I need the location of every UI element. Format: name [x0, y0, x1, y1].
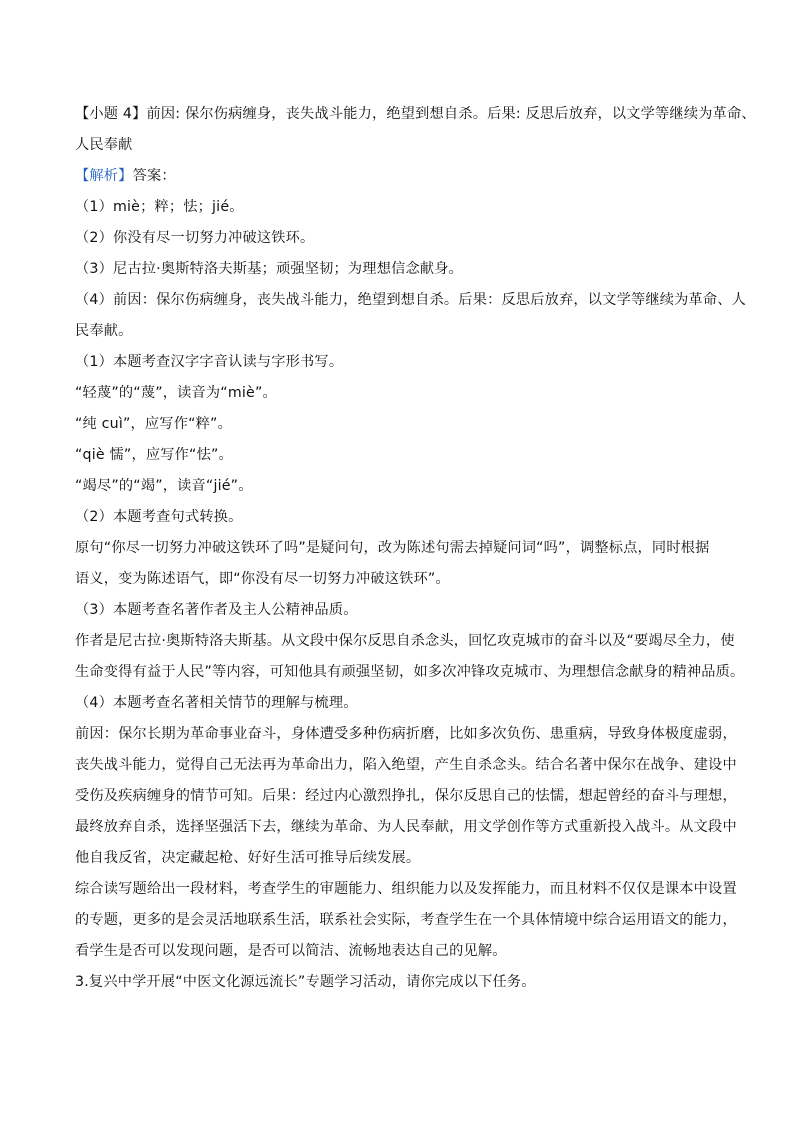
answer-3-line: （3）尼古拉·奥斯特洛夫斯基；顽强坚韧；为理想信念献身。 [75, 261, 464, 277]
summary-line-2: 的专题，更多的是会灵活地联系生活，联系社会实际，考查学生在一个具体情境中综合运用语文的能力， [75, 912, 737, 928]
analysis-4-body-line-2: 丧失战斗能力，觉得自己无法再为革命出力，陷入绝望，产生自杀念头。结合名著中保尔在战争、建设中 [75, 757, 737, 773]
analysis-1-item-3: “qiè 懦”，应写作“怯”。 [75, 447, 233, 463]
analysis-3-body-line-1: 作者是尼古拉·奥斯特洛夫斯基。从文段中保尔反思自杀念头，回忆攻克城市的奋斗以及“要竭尽全力，使 [75, 633, 735, 649]
answer-4-line-part1: （4）前因：保尔伤病缠身，丧失战斗能力，绝望到想自杀。后果：反思后放弃，以文学等继续为革命、人 [75, 292, 747, 308]
question-3-heading: 3.复兴中学开展“中医文化源远流长”专题学习活动，请你完成以下任务。 [75, 974, 536, 990]
analysis-4-body-line-1: 前因：保尔长期为革命事业奋斗，身体遭受多种伤病折磨，比如多次负伤、患重病，导致身体极度虚弱， [75, 726, 737, 742]
analysis-4-heading: （4）本题考查名著相关情节的理解与梳理。 [75, 695, 358, 711]
answer-2-line: （2）你没有尽一切努力冲破这铁环。 [75, 230, 315, 246]
answer-label: 答案： [132, 168, 176, 184]
analysis-heading-line [75, 166, 745, 186]
answer-4-line-part2: 民奉献。 [75, 323, 133, 339]
analysis-1-item-4: “竭尽”的“竭”，读音“jié”。 [75, 478, 253, 494]
answer-1-line: （1）miè；粹；怯；jié。 [75, 199, 244, 215]
analysis-1-item-2: “纯 cuì”，应写作“粹”。 [75, 416, 232, 432]
analysis-label: 【解析】 [75, 168, 133, 184]
analysis-4-body-line-4: 最终放弃自杀，选择坚强活下去，继续为革命、为人民奉献，用文学创作等方式重新投入战斗。从文段中 [75, 819, 737, 835]
analysis-3-body-line-2: 生命变得有益于人民”等内容，可知他具有顽强坚韧，如多次冲锋攻克城市、为理想信念献身的精神品质。 [75, 664, 745, 680]
analysis-3-heading: （3）本题考查名著作者及主人公精神品质。 [75, 602, 358, 618]
analysis-1-item-1: “轻蔑”的“蔑”，读音为“miè”。 [75, 385, 277, 401]
answer-line-q4-part2: 人民奉献 [75, 137, 133, 153]
answer-line-q4-part1: 【小题 4】前因: 保尔伤病缠身，丧失战斗能力，绝望到想自杀。后果: 反思后放弃，以文学等继续为革命、 [75, 106, 756, 122]
analysis-2-body-line-2: 语义，变为陈述语气，即“你没有尽一切努力冲破这铁环”。 [75, 571, 450, 587]
analysis-2-heading: （2）本题考查句式转换。 [75, 509, 243, 525]
analysis-2-body-line-1: 原句“你尽一切努力冲破这铁环了吗”是疑问句，改为陈述句需去掉疑问词“吗”，调整标点，同时根据 [75, 540, 710, 556]
analysis-4-body-line-3: 受伤及疾病缠身的情节可知。后果：经过内心激烈挣扎，保尔反思自己的怯懦，想起曾经的奋斗与理想， [75, 788, 737, 804]
summary-line-1: 综合读写题给出一段材料，考查学生的审题能力、组织能力以及发挥能力，而且材料不仅仅是课本中设置 [75, 881, 737, 897]
analysis-1-heading: （1）本题考查汉字字音认读与字形书写。 [75, 354, 344, 370]
analysis-4-body-line-5: 他自我反省，决定藏起枪、好好生活可推导后续发展。 [75, 850, 421, 866]
summary-line-3: 看学生是否可以发现问题，是否可以简洁、流畅地表达自己的见解。 [75, 943, 507, 959]
